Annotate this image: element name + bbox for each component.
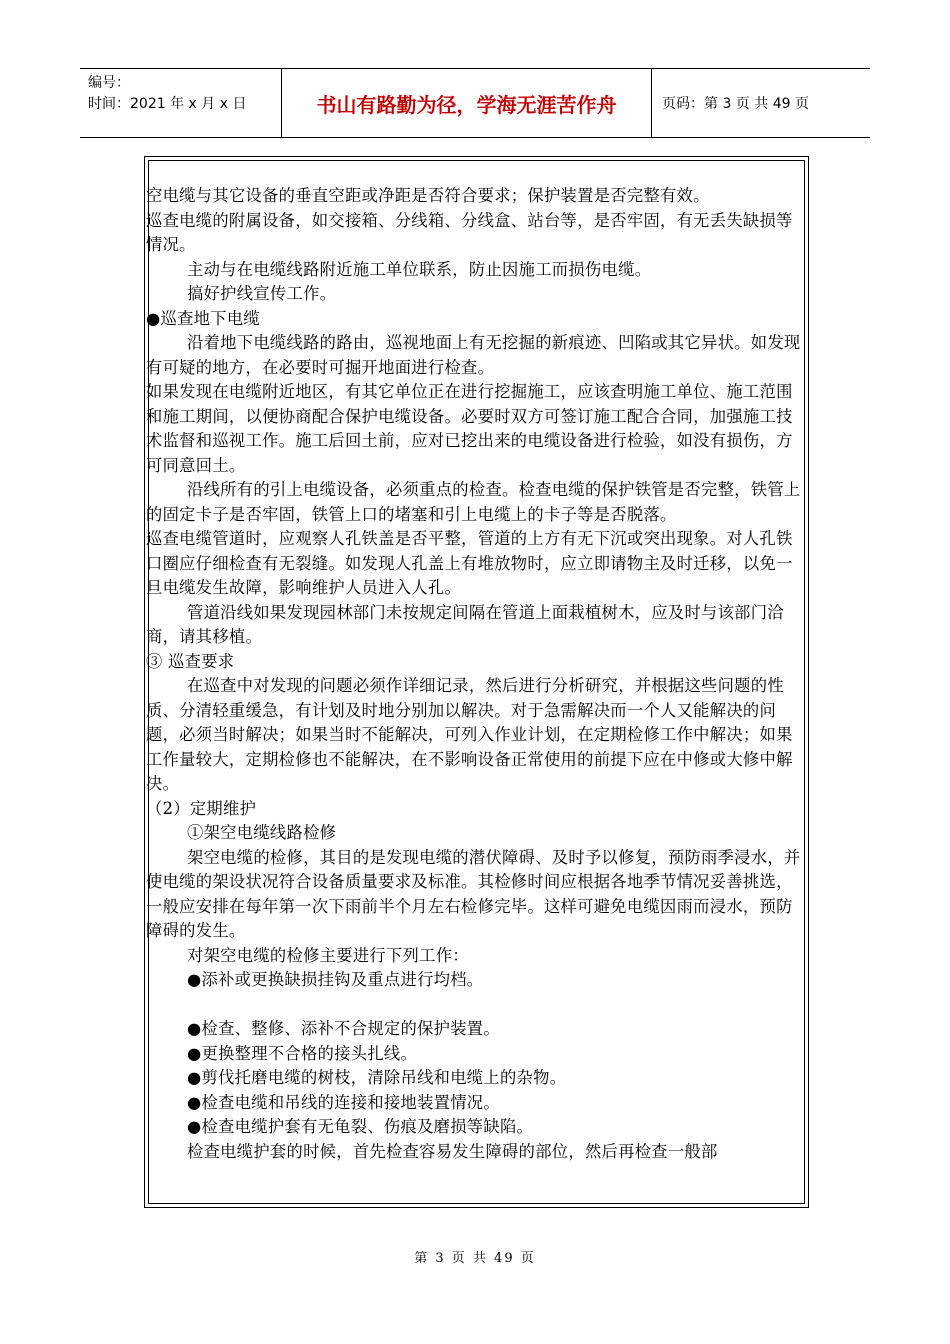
serial-label: 编号： [88, 75, 130, 91]
body-paragraph: ●检查电缆护套有无龟裂、伤痕及磨损等缺陷。 [187, 1117, 534, 1136]
header-meta [80, 69, 282, 137]
header-page-info: 页码：第 3 页 共 49 页 [662, 96, 809, 112]
body-paragraph: ●剪伐托磨电缆的树枝，清除吊线和电缆上的杂物。 [187, 1068, 567, 1087]
body-paragraph: ①架空电缆线路检修 [187, 823, 337, 842]
body-paragraph: 架空电缆的检修，其目的是发现电缆的潜伏障碍、及时予以修复，预防雨季浸水，并使电缆的架设状况符合设备质量要求及标准。其检修时间应根据各地季节情况妥善挑选，一般应安排在每年第一次下雨前半个月左右检修完毕。这样可避免电缆因雨而浸水，预防障碍的发生。 [146, 847, 801, 940]
header-motto: 书山有路勤为径，学海无涯苦作舟 [282, 69, 652, 137]
body-paragraph: 在巡查中对发现的问题必须作详细记录，然后进行分析研究，并根据这些问题的性质、分清轻重缓急，有计划及时地分别加以解决。对于急需解决而一个人又能解决的问题，必须当时解决；如果当时不能解决，可列入作业计划，在定期检修工作中解决；如果工作量较大，定期检修也不能解决，在不影响设备正常使用的前提下应在中修或大修中解决。 [146, 676, 793, 793]
page-header [80, 68, 870, 138]
body-text [146, 184, 806, 1164]
blank-line [146, 993, 806, 1018]
body-paragraph: 沿线所有的引上电缆设备，必须重点的检查。检查电缆的保护铁管是否完整，铁管上的固定卡子是否牢固，铁管上口的堵塞和引上电缆上的卡子等是否脱落。 [146, 480, 801, 524]
body-paragraph: 主动与在电缆线路附近施工单位联系，防止因施工而损伤电缆。 [187, 259, 652, 279]
body-paragraph: 对架空电缆的检修主要进行下列工作： [187, 945, 469, 965]
body-paragraph: 搞好护线宣传工作。 [187, 284, 337, 303]
body-paragraph: 检查电缆护套的时候，首先检查容易发生障碍的部位，然后再检查一般部 [187, 1141, 718, 1161]
body-paragraph: 巡查电缆管道时，应观察人孔铁盖是否平整，管道的上方有无下沉或突出现象。对人孔铁口圈应仔细检查有无裂缝。如发现人孔盖上有堆放物时，应立即请物主及时迁移，以免一旦电缆发生故障，影响维护人员进入人孔。 [146, 529, 793, 597]
date-line: 时间：2021 年 x 月 x 日 [88, 96, 247, 112]
body-paragraph: ●添补或更换缺损挂钩及重点进行均档。 [187, 970, 484, 989]
body-paragraph: 管道沿线如果发现园林部门未按规定间隔在管道上面栽植树木，应及时与该部门洽商，请其移植。 [146, 602, 784, 646]
body-paragraph: 沿着地下电缆线路的路由，巡视地面上有无挖掘的新痕迹、凹陷或其它异状。如发现有可疑的地方，在必要时可掘开地面进行检查。 [146, 333, 801, 377]
body-paragraph: ●更换整理不合格的接头扎线。 [187, 1043, 418, 1063]
body-paragraph: （2）定期维护 [146, 798, 257, 818]
page-footer: 第 3 页 共 49 页 [414, 1251, 536, 1266]
body-paragraph: 巡查电缆的附属设备，如交接箱、分线箱、分线盒、站台等，是否牢固，有无丢失缺损等情况。 [146, 210, 793, 254]
body-paragraph: ●检查、整修、添补不合规定的保护装置。 [187, 1019, 500, 1038]
body-paragraph: 空电缆与其它设备的垂直空距或净距是否符合要求；保护装置是否完整有效。 [146, 186, 710, 205]
body-paragraph: 如果发现在电缆附近地区，有其它单位正在进行挖掘施工，应该查明施工单位、施工范围和施工期间，以便协商配合保护电缆设备。必要时双方可签订施工配合合同，加强施工技术监督和巡视工作。施工后回土前，应对已挖出来的电缆设备进行检验，如没有损伤，方可同意回土。 [146, 382, 793, 475]
body-paragraph: ③ 巡查要求 [146, 651, 235, 671]
body-paragraph: ●巡查地下电缆 [146, 308, 260, 328]
body-paragraph: ●检查电缆和吊线的连接和接地装置情况。 [187, 1092, 500, 1112]
